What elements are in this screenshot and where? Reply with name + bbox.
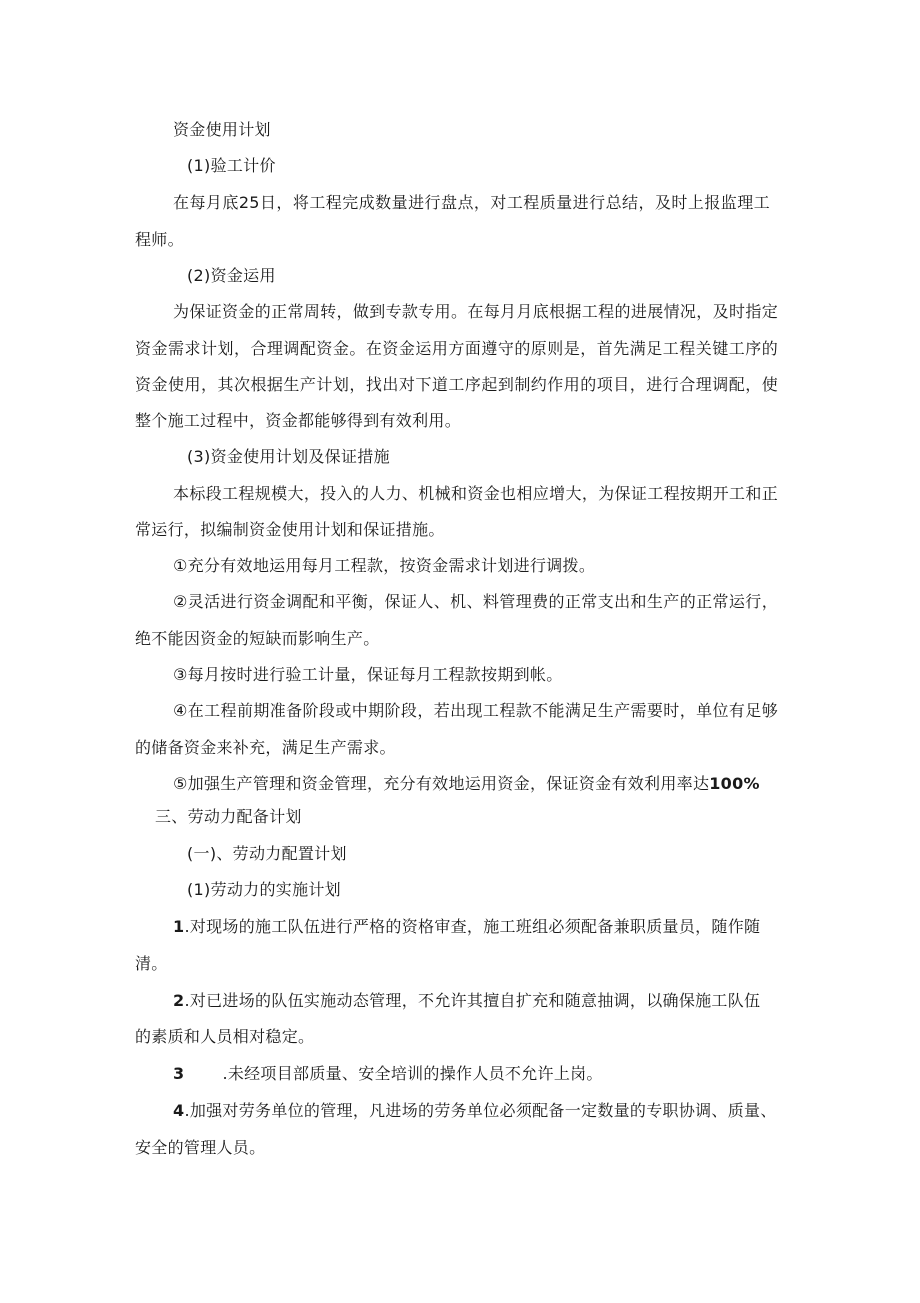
labor-item-1 <box>173 917 760 937</box>
paragraph-line: 整个施工过程中，资金都能够得到有效利用。 <box>135 411 462 430</box>
heading-fund-plan: 资金使用计划 <box>173 120 271 139</box>
section-2-title: (2)资金运用 <box>187 266 276 285</box>
percentage-value: 100% <box>709 774 760 793</box>
measure-item-5 <box>173 774 760 794</box>
measure-item-1: ①充分有效地运用每月工程款，按资金需求计划进行调拨。 <box>173 556 596 575</box>
labor-item-2-cont: 的素质和人员相对稳定。 <box>135 1027 315 1046</box>
item-text: .对现场的施工队伍进行严格的资格审查，施工班组必须配备兼职质量员，随作随 <box>184 917 761 936</box>
paragraph-line: 本标段工程规模大，投入的人力、机械和资金也相应增大，为保证工程按期开工和正 <box>173 484 778 503</box>
paragraph-line: 资金需求计划，合理调配资金。在资金运用方面遵守的原则是，首先满足工程关键工序的 <box>135 339 778 358</box>
labor-item-3 <box>173 1064 603 1084</box>
paragraph-line: 在每月底25日，将工程完成数量进行盘点，对工程质量进行总结，及时上报监理工 <box>173 193 770 212</box>
subsection-heading: (一)、劳动力配置计划 <box>187 844 347 863</box>
labor-item-4 <box>173 1101 777 1121</box>
section-3-title: (3)资金使用计划及保证措施 <box>187 447 390 466</box>
measure-item-2-cont: 绝不能因资金的短缺而影响生产。 <box>135 629 380 648</box>
item-text: .对已进场的队伍实施动态管理，不允许其擅自扩充和随意抽调，以确保施工队伍 <box>184 991 761 1010</box>
labor-item-2 <box>173 991 760 1011</box>
paragraph-line: 常运行，拟编制资金使用计划和保证措施。 <box>135 520 445 539</box>
paragraph-line: 为保证资金的正常周转，做到专款专用。在每月月底根据工程的进展情况，及时指定 <box>173 302 778 321</box>
measure-item-2: ②灵活进行资金调配和平衡，保证人、机、料管理费的正常支出和生产的正常运行， <box>173 592 778 611</box>
item-number: 3 <box>173 1064 185 1083</box>
section-1-title: (1)验工计价 <box>187 156 276 175</box>
item-text: .未经项目部质量、安全培训的操作人员不允许上岗。 <box>222 1064 603 1083</box>
paragraph-line: 资金使用，其次根据生产计划，找出对下道工序起到制约作用的项目，进行合理调配，使 <box>135 375 778 394</box>
measure-item-4-cont: 的储备资金来补充，满足生产需求。 <box>135 738 396 757</box>
item-number: 4 <box>173 1101 185 1120</box>
item-number: 1 <box>173 917 185 936</box>
measure-item-3: ③每月按时进行验工计量，保证每月工程款按期到帐。 <box>173 665 563 684</box>
paragraph-line: 程师。 <box>135 230 184 249</box>
labor-plan-title: (1)劳动力的实施计划 <box>187 880 341 899</box>
section-heading-labor: 三、劳动力配备计划 <box>155 807 302 826</box>
item-text: .加强对劳务单位的管理，凡进场的劳务单位必须配备一定数量的专职协调、质量、 <box>184 1101 777 1120</box>
labor-item-4-cont: 安全的管理人员。 <box>135 1138 266 1157</box>
labor-item-1-cont: 清。 <box>135 954 168 973</box>
item-number: 2 <box>173 991 185 1010</box>
measure-item-4: ④在工程前期准备阶段或中期阶段，若出现工程款不能满足生产需要时，单位有足够 <box>173 701 778 720</box>
measure-item-5-text: ⑤加强生产管理和资金管理，充分有效地运用资金，保证资金有效利用率达 <box>173 774 710 793</box>
